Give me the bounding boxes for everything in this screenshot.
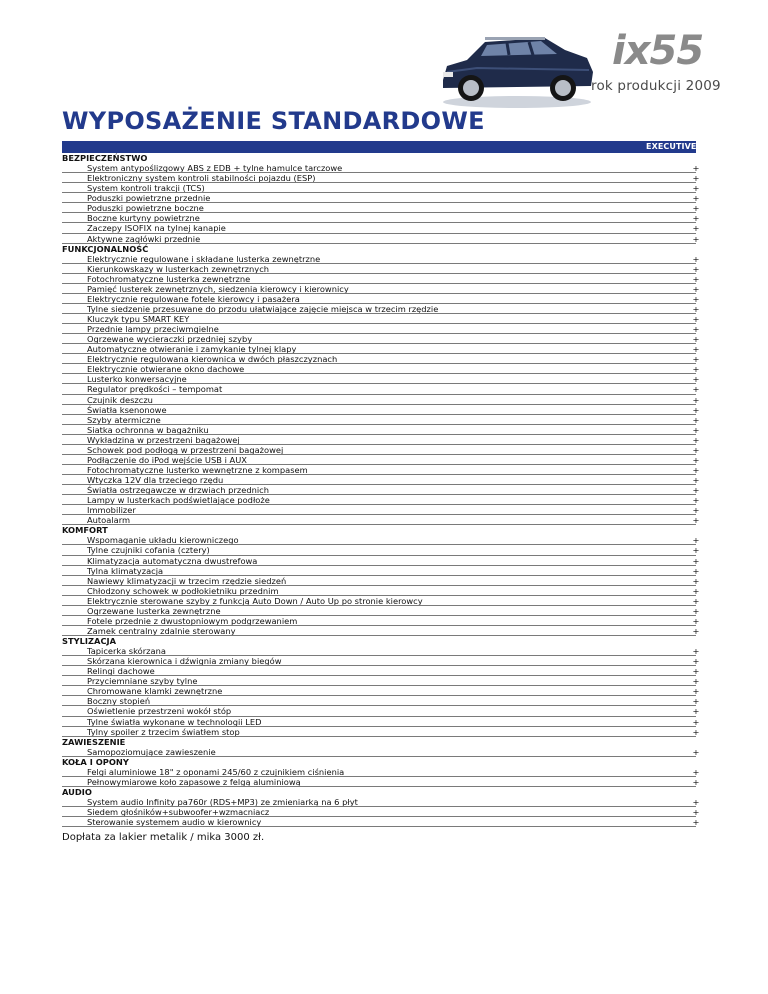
table-row xyxy=(62,706,700,717)
feature-label: Boczne kurtyny powietrzne xyxy=(87,213,200,223)
table-header xyxy=(62,141,715,153)
feature-label: Autoalarm xyxy=(87,515,131,525)
table-row xyxy=(62,716,700,727)
table-row xyxy=(62,344,700,355)
feature-value: + xyxy=(692,293,700,304)
feature-value: + xyxy=(692,555,700,566)
section-title: KOMFORT xyxy=(62,525,108,536)
table-row xyxy=(62,273,700,284)
feature-label: Czujnik deszczu xyxy=(87,394,153,404)
table-row xyxy=(62,565,700,576)
feature-label: Tylne siedzenie przesuwane do przodu ułatwiające zajęcie miejsca w trzecim rzędzie xyxy=(87,303,439,313)
car-image xyxy=(437,28,597,110)
table-row xyxy=(62,615,700,626)
production-year: rok produkcji 2009 xyxy=(591,78,721,94)
section-header xyxy=(62,787,696,797)
feature-label: Światła ostrzegawcze w drzwiach przednich xyxy=(87,485,269,495)
table-row xyxy=(62,414,700,425)
feature-value: + xyxy=(692,817,700,828)
feature-label: Fotochromatyczne lusterka zewnętrzne xyxy=(87,273,251,283)
feature-value: + xyxy=(692,615,700,626)
feature-value: + xyxy=(692,485,700,496)
feature-label: Poduszki powietrzne boczne xyxy=(87,203,204,213)
table-row xyxy=(62,686,700,697)
feature-value: + xyxy=(692,253,700,264)
feature-label: Tylna klimatyzacja xyxy=(87,565,164,575)
feature-value: + xyxy=(692,495,700,506)
feature-value: + xyxy=(692,666,700,677)
table-row xyxy=(62,505,700,516)
table-row xyxy=(62,434,700,445)
table-row xyxy=(62,334,700,345)
feature-label: Chromowane klamki zewnętrzne xyxy=(87,686,223,696)
feature-label: Wykładzina w przestrzeni bagażowej xyxy=(87,434,240,444)
feature-value: + xyxy=(692,283,700,294)
footnote: Dopłata za lakier metalik / mika 3000 zł. xyxy=(62,832,265,843)
equipment-table xyxy=(62,141,715,828)
table-row xyxy=(62,324,700,335)
feature-value: + xyxy=(692,444,700,455)
feature-value: + xyxy=(692,334,700,345)
table-row xyxy=(62,646,700,657)
feature-label: System antypoślizgowy ABS z EDB + tylne hamulce tarczowe xyxy=(87,163,343,173)
feature-label: Boczny stopień xyxy=(87,696,151,706)
table-row xyxy=(62,444,700,455)
svg-text:ix55: ix55 xyxy=(612,28,704,74)
feature-value: + xyxy=(692,193,700,204)
section-header xyxy=(62,636,696,646)
feature-value: + xyxy=(692,676,700,687)
table-row xyxy=(62,233,700,244)
table-row xyxy=(62,495,700,506)
feature-value: + xyxy=(692,545,700,556)
feature-label: Automatyczne otwieranie i zamykanie tylnej klapy xyxy=(87,344,297,354)
section-title: STYLIZACJA xyxy=(62,636,117,646)
table-row xyxy=(62,515,700,526)
table-row xyxy=(62,303,700,314)
feature-label: Elektrycznie otwierane okno dachowe xyxy=(87,364,245,374)
table-row xyxy=(62,223,700,234)
table-row xyxy=(62,404,700,415)
feature-value: + xyxy=(692,273,700,284)
table-row xyxy=(62,545,700,556)
table-row xyxy=(62,676,700,687)
feature-value: + xyxy=(692,384,700,395)
feature-label: Felgi aluminiowe 18" z oponami 245/60 z czujnikiem ciśnienia xyxy=(87,766,345,776)
feature-value: + xyxy=(692,374,700,385)
feature-label: Klimatyzacja automatyczna dwustrefowa xyxy=(87,555,258,565)
feature-value: + xyxy=(692,746,700,757)
feature-value: + xyxy=(692,404,700,415)
feature-value: + xyxy=(692,706,700,717)
feature-value: + xyxy=(692,213,700,224)
table-body xyxy=(62,153,700,828)
section-header xyxy=(62,525,696,535)
feature-value: + xyxy=(692,314,700,324)
feature-label: Ogrzewane lusterka zewnętrzne xyxy=(87,605,221,615)
feature-label: Pamięć lusterek zewnętrznych, siedzenia kierowcy i kierownicy xyxy=(87,283,349,293)
feature-value: + xyxy=(692,535,700,546)
feature-label: Siedem głośników+subwoofer+wzmacniacz xyxy=(87,807,270,817)
feature-value: + xyxy=(692,183,700,194)
feature-label: Skórzana kierownica i dźwignia zmiany biegów xyxy=(87,656,282,666)
feature-label: Zamek centralny zdalnie sterowany xyxy=(87,625,236,635)
table-row xyxy=(62,595,700,606)
feature-label: Fotochromatyczne lusterko wewnętrzne z kompasem xyxy=(87,464,308,474)
table-row xyxy=(62,193,700,204)
feature-label: Wtyczka 12V dla trzeciego rzędu xyxy=(87,475,224,485)
table-row xyxy=(62,666,700,677)
feature-value: + xyxy=(692,454,700,465)
feature-value: + xyxy=(692,364,700,375)
section-title: BEZPIECZEŃSTWO xyxy=(62,153,148,163)
section-title: AUDIO xyxy=(62,786,92,797)
feature-value: + xyxy=(692,414,700,425)
table-row xyxy=(62,555,700,566)
feature-label: Chłodzony schowek w podłokietniku przednim xyxy=(87,585,279,595)
table-row xyxy=(62,394,700,405)
table-row xyxy=(62,384,700,395)
table-row xyxy=(62,746,700,757)
table-row xyxy=(62,475,700,485)
feature-value: + xyxy=(692,686,700,697)
table-row xyxy=(62,605,700,616)
table-row xyxy=(62,454,700,465)
feature-value: + xyxy=(692,696,700,707)
table-row xyxy=(62,253,700,264)
table-row xyxy=(62,203,700,214)
feature-value: + xyxy=(692,464,700,475)
table-row xyxy=(62,354,700,365)
page-title: WYPOSAŻENIE STANDARDOWE xyxy=(62,107,485,135)
feature-value: + xyxy=(692,807,700,818)
feature-value: + xyxy=(692,726,700,737)
feature-label: Tylne światła wykonane w technologii LED xyxy=(87,716,262,726)
feature-label: Lampy w lusterkach podświetlające podłoże xyxy=(87,495,270,505)
table-row xyxy=(62,283,700,294)
section-header xyxy=(62,244,696,254)
feature-label: Ogrzewane wycieraczki przedniej szyby xyxy=(87,334,253,344)
column-header-executive: EXECUTIVE A/T xyxy=(646,142,715,151)
feature-label: Elektrycznie regulowane i składane lusterka zewnętrzne xyxy=(87,253,321,263)
feature-value: + xyxy=(692,656,700,667)
table-row xyxy=(62,807,700,818)
feature-value: + xyxy=(692,475,700,485)
feature-label: Nawiewy klimatyzacji w trzecim rzędzie siedzeń xyxy=(87,575,287,585)
table-row xyxy=(62,766,700,777)
feature-label: Sterowanie systemem audio w kierownicy xyxy=(87,817,262,827)
feature-label: Tapicerka skórzana xyxy=(87,646,166,656)
table-row xyxy=(62,797,700,807)
table-row xyxy=(62,575,700,586)
table-row xyxy=(62,776,700,787)
model-logo xyxy=(612,26,714,74)
feature-label: System audio Infinity pa760r (RDS+MP3) ze zmieniarką na 6 płyt xyxy=(87,797,358,807)
table-row xyxy=(62,535,700,546)
feature-label: Oświetlenie przestrzeni wokół stóp xyxy=(87,706,232,716)
feature-value: + xyxy=(692,303,700,314)
table-row xyxy=(62,726,700,737)
table-row xyxy=(62,585,700,596)
feature-label: Aktywne zagłówki przednie xyxy=(87,233,201,243)
feature-label: Kluczyk typu SMART KEY xyxy=(87,314,190,324)
table-row xyxy=(62,213,700,224)
section-header xyxy=(62,757,696,767)
feature-value: + xyxy=(692,716,700,727)
feature-label: Elektrycznie sterowane szyby z funkcją Auto Down / Auto Up po stronie kierowcy xyxy=(87,595,423,605)
feature-value: + xyxy=(692,263,700,274)
feature-value: + xyxy=(692,515,700,526)
feature-value: + xyxy=(692,223,700,234)
feature-value: + xyxy=(692,203,700,214)
table-row xyxy=(62,625,700,636)
section-header xyxy=(62,153,696,163)
feature-label: Światła ksenonowe xyxy=(87,404,167,414)
feature-value: + xyxy=(692,505,700,516)
feature-label: Tylne czujniki cofania (cztery) xyxy=(87,545,210,555)
feature-label: Elektrycznie regulowane fotele kierowcy i pasażera xyxy=(87,293,300,303)
table-row xyxy=(62,817,700,828)
feature-value: + xyxy=(692,605,700,616)
feature-value: + xyxy=(692,766,700,777)
feature-value: + xyxy=(692,173,700,184)
feature-value: + xyxy=(692,434,700,445)
section-title: ZAWIESZENIE xyxy=(62,736,126,747)
feature-value: + xyxy=(692,776,700,787)
feature-value: + xyxy=(692,354,700,365)
feature-label: Regulator prędkości – tempomat xyxy=(87,384,223,394)
table-row xyxy=(62,656,700,667)
feature-value: + xyxy=(692,233,700,244)
feature-label: Relingi dachowe xyxy=(87,666,155,676)
feature-label: Szyby atermiczne xyxy=(87,414,161,424)
table-row xyxy=(62,464,700,475)
table-row xyxy=(62,173,700,184)
feature-label: Immobilizer xyxy=(87,505,136,515)
feature-label: Pełnowymiarowe koło zapasowe z felgą aluminiową xyxy=(87,776,301,786)
feature-value: + xyxy=(692,565,700,576)
feature-label: Fotele przednie z dwustopniowym podgrzewaniem xyxy=(87,615,298,625)
feature-label: System kontroli trakcji (TCS) xyxy=(87,183,205,193)
feature-label: Siatka ochronna w bagażniku xyxy=(87,424,209,434)
table-row xyxy=(62,485,700,496)
feature-value: + xyxy=(692,394,700,405)
table-row xyxy=(62,293,700,304)
feature-label: Elektrycznie regulowana kierownica w dwóch płaszczyznach xyxy=(87,354,338,364)
feature-label: Zaczepy ISOFIX na tylnej kanapie xyxy=(87,223,226,233)
section-title: KOŁA I OPONY xyxy=(62,756,129,767)
feature-value: + xyxy=(692,595,700,606)
feature-value: + xyxy=(692,163,700,174)
feature-label: Tylny spoiler z trzecim światłem stop xyxy=(87,726,240,736)
feature-label: Poduszki powietrzne przednie xyxy=(87,193,211,203)
feature-label: Przyciemniane szyby tylne xyxy=(87,676,198,686)
table-row xyxy=(62,163,700,174)
section-title: FUNKCJONALNOŚĆ xyxy=(62,243,149,254)
feature-value: + xyxy=(692,585,700,596)
feature-value: + xyxy=(692,797,700,807)
feature-label: Elektroniczny system kontroli stabilności pojazdu (ESP) xyxy=(87,173,316,183)
table-row xyxy=(62,364,700,375)
feature-label: Samopoziomujące zawieszenie xyxy=(87,746,216,756)
feature-value: + xyxy=(692,324,700,335)
feature-label: Podłączenie do iPod wejście USB i AUX xyxy=(87,454,247,464)
table-row xyxy=(62,696,700,707)
feature-label: Lusterko konwersacyjne xyxy=(87,374,187,384)
feature-value: + xyxy=(692,646,700,657)
feature-value: + xyxy=(692,344,700,355)
feature-value: + xyxy=(692,424,700,435)
table-row xyxy=(62,374,700,385)
table-row xyxy=(62,263,700,274)
feature-value: + xyxy=(692,575,700,586)
feature-label: Wspomaganie układu kierowniczego xyxy=(87,535,239,545)
table-row xyxy=(62,424,700,435)
feature-value: + xyxy=(692,625,700,636)
feature-label: Schowek pod podłogą w przestrzeni bagażowej xyxy=(87,444,284,454)
feature-label: Przednie lampy przeciwmgielne xyxy=(87,324,219,334)
section-header xyxy=(62,737,696,747)
table-row xyxy=(62,183,700,194)
feature-label: Kierunkowskazy w lusterkach zewnętrznych xyxy=(87,263,270,273)
table-row xyxy=(62,314,700,324)
